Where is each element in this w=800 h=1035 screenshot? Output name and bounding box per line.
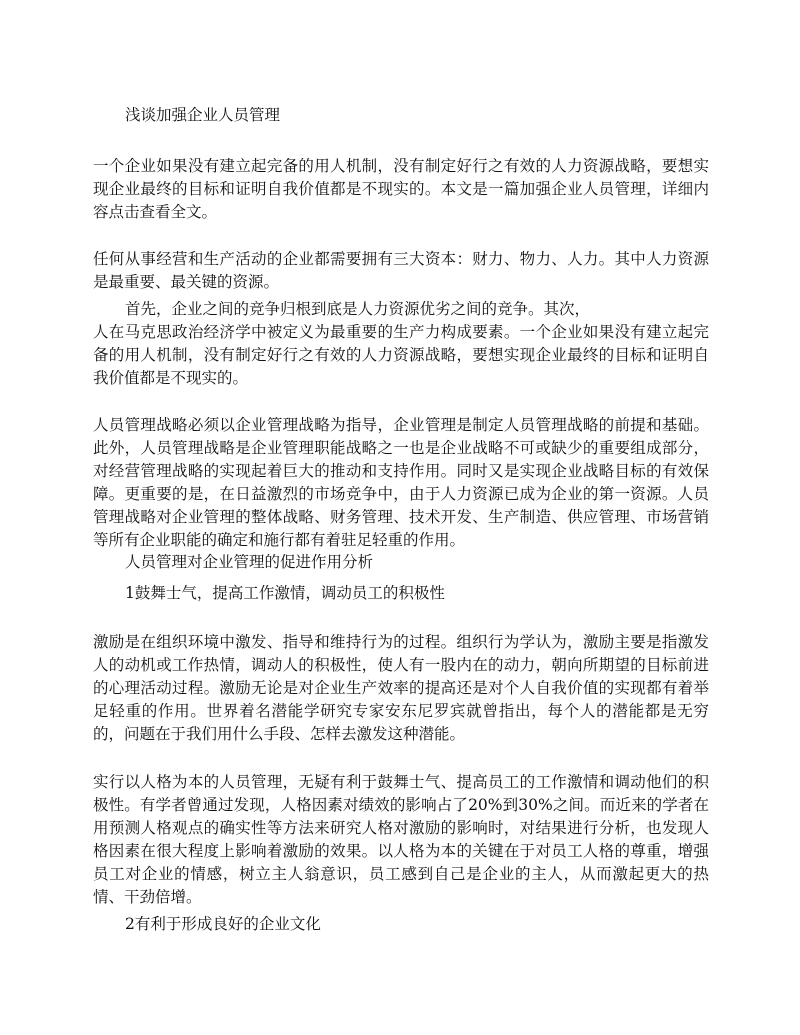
strategy-paragraph: 人员管理战略必须以企业管理战略为指导，企业管理是制定人员管理战略的前提和基础。此外，人员管理战略是企业管理职能战略之一也是企业战略不可或缺少的重要组成部分，对经营管理战略的实现起着巨大的推动和支持作用。同时又是实现企业战略目标的有效保障。更重要的是，在日益激烈的市场竞争中，由于人力资源已成为企业的第一资源。人员管理战略对企业管理的整体战略、财务管理、技术开发、生产制造、供应管理、市场营销等所有企业职能的确定和施行都有着驻足轻重的作用。	[93, 416, 709, 549]
first-paragraph-body: 人在马克思政治经济学中被定义为最重要的生产力构成要素。一个企业如果没有建立起完备的用人机制，没有制定好行之有效的人力资源战略，要想实现企业最终的目标和证明自我价值都是不现实的。	[93, 323, 709, 387]
resources-paragraph: 任何从事经营和生产活动的企业都需要拥有三大资本：财力、物力、人力。其中人力资源是最重要、最关键的资源。	[93, 250, 709, 291]
subheading-point-1: 1鼓舞士气，提高工作激情，调动员工的积极性	[125, 584, 445, 602]
document-title: 浅谈加强企业人员管理	[125, 106, 281, 124]
subheading-point-2: 2有利于形成良好的企业文化	[125, 915, 321, 933]
intro-paragraph: 一个企业如果没有建立起完备的用人机制，没有制定好行之有效的人力资源战略，要想实现企业最终的目标和证明自我价值都是不现实的。本文是一篇加强企业人员管理，详细内容点击查看全文。	[93, 157, 709, 221]
section-heading-analysis: 人员管理对企业管理的促进作用分析	[125, 553, 374, 571]
motivation-paragraph: 激励是在组织环境中激发、指导和维持行为的过程。组织行为学认为，激励主要是指激发人的动机或工作热情，调动人的积极性，使人有一股内在的动力，朝向所期望的目标前进的心理活动过程。激励无论是对企业生产效率的提高还是对个人自我价值的实现都有着举足轻重的作用。世界着名潜能学研究专家安东尼罗宾就曾指出，每个人的潜能都是无穷的，问题在于我们用什么手段、怎样去激发这种潜能。	[93, 633, 709, 743]
first-paragraph-lead: 首先，企业之间的竞争归根到底是人力资源优劣之间的竞争。其次，	[125, 300, 591, 318]
personality-paragraph: 实行以人格为本的人员管理，无疑有利于鼓舞士气、提高员工的工作激情和调动他们的积极性。有学者曾通过发现，人格因素对绩效的影响占了20%到30%之间。而近来的学者在用预测人格观点的确实性等方法来研究人格对激励的影响时，对结果进行分析，也发现人格因素在很大程度上影响着激励的效果。以人格为本的关键在于对员工人格的尊重，增强员工对企业的情感，树立主人翁意识，员工感到自己是企业的主人，从而激起更大的热情、干劲倍增。	[93, 773, 709, 906]
